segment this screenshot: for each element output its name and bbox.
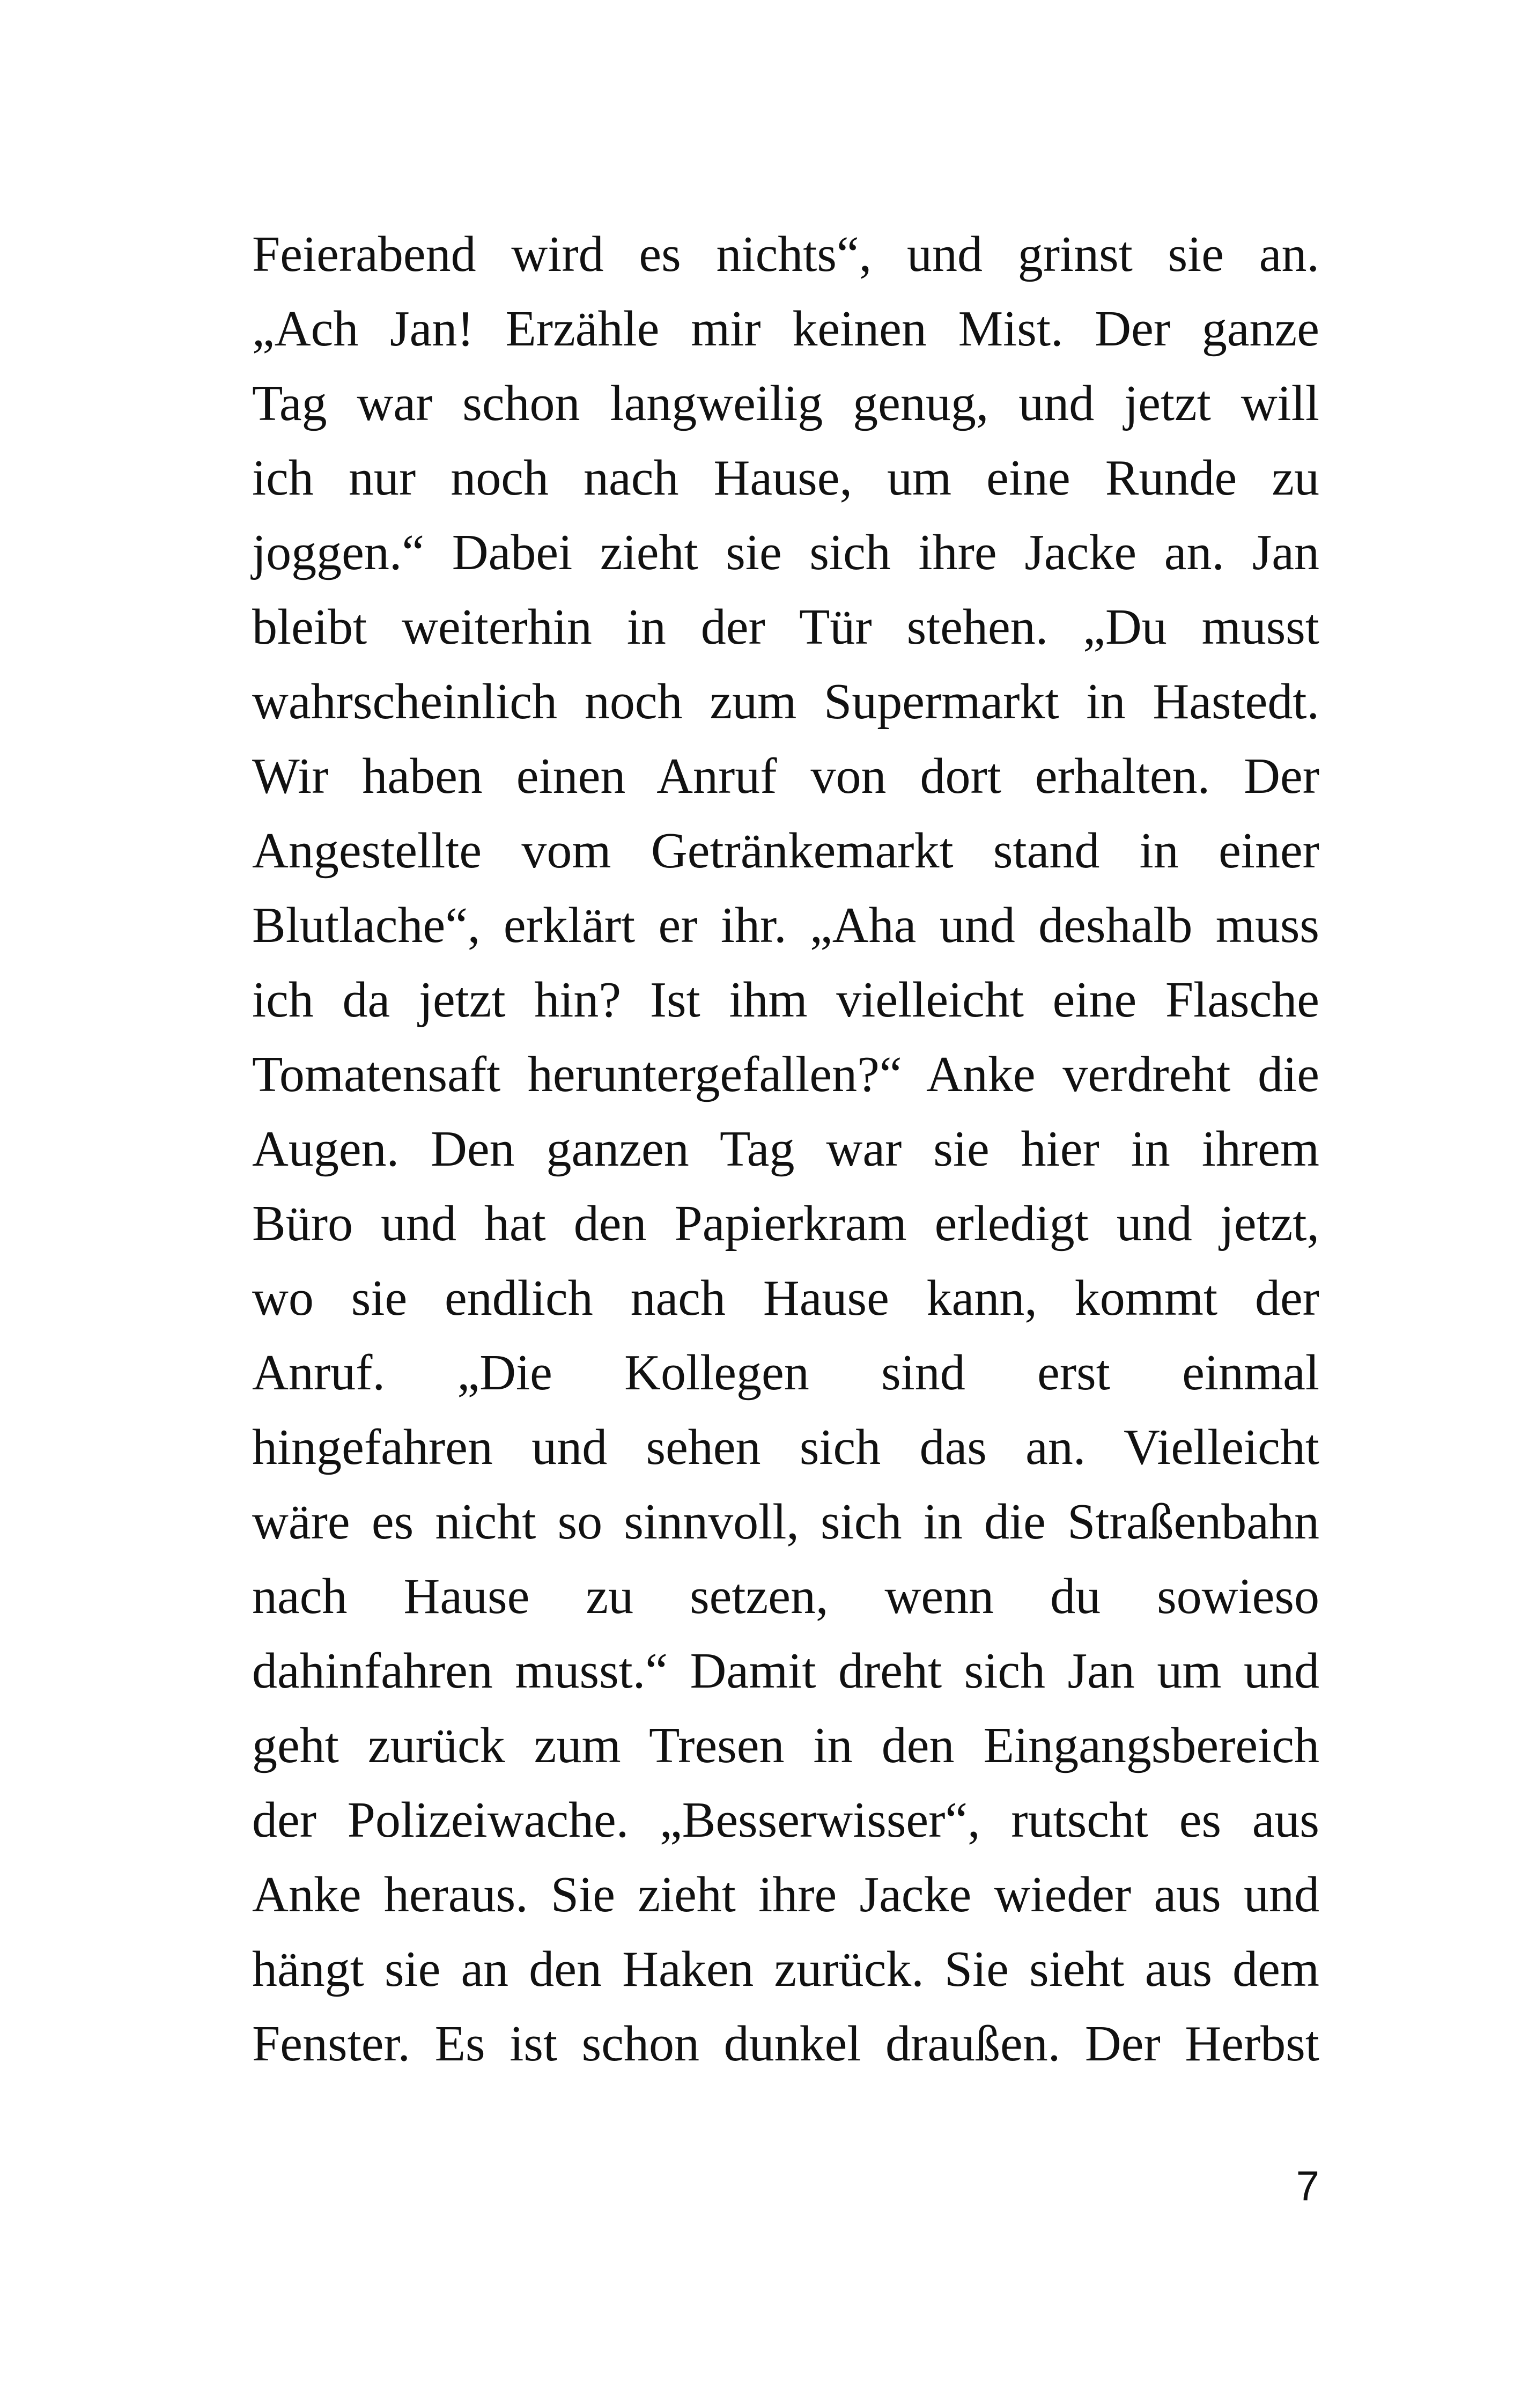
text-line: Anruf. „Die Kollegen sind erst einmal <box>252 1345 1319 1401</box>
text-line: der Polizeiwache. „Besserwisser“, rutscht es aus <box>252 1792 1319 1848</box>
text-line: Büro und hat den Papierkram erledigt und jetzt, <box>252 1196 1319 1251</box>
text-line: Angestellte vom Getränkemarkt stand in einer <box>252 823 1319 879</box>
text-line: joggen.“ Dabei zieht sie sich ihre Jacke an. Jan <box>252 525 1319 580</box>
text-line: Anke heraus. Sie zieht ihre Jacke wieder aus und <box>252 1867 1319 1923</box>
text-line: Tomatensaft heruntergefallen?“ Anke verdreht die <box>252 1047 1319 1102</box>
body-text <box>252 217 1319 2081</box>
text-line: hingefahren und sehen sich das an. Vielleicht <box>252 1419 1319 1475</box>
text-line: ich da jetzt hin? Ist ihm vielleicht eine Flasche <box>252 972 1319 1028</box>
text-line: bleibt weiterhin in der Tür stehen. „Du musst <box>252 599 1319 655</box>
text-line: Augen. Den ganzen Tag war sie hier in ihrem <box>252 1121 1319 1177</box>
text-line: geht zurück zum Tresen in den Eingangsbereich <box>252 1718 1319 1773</box>
text-line: wäre es nicht so sinnvoll, sich in die Straßenbahn <box>252 1494 1319 1550</box>
text-line: nach Hause zu setzen, wenn du sowieso <box>252 1568 1319 1624</box>
text-line: Wir haben einen Anruf von dort erhalten. Der <box>252 748 1319 804</box>
text-line: „Ach Jan! Erzähle mir keinen Mist. Der ganze <box>252 301 1319 357</box>
text-line: ich nur noch nach Hause, um eine Runde zu <box>252 450 1319 506</box>
text-line: Blutlache“, erklärt er ihr. „Aha und deshalb muss <box>252 897 1319 953</box>
text-line: dahinfahren musst.“ Damit dreht sich Jan um und <box>252 1643 1319 1699</box>
text-line: Tag war schon langweilig genug, und jetzt will <box>252 375 1319 431</box>
text-line: wo sie endlich nach Hause kann, kommt der <box>252 1270 1319 1326</box>
text-line: hängt sie an den Haken zurück. Sie sieht aus dem <box>252 1941 1319 1997</box>
text-line: Fenster. Es ist schon dunkel draußen. Der Herbst <box>252 2016 1319 2072</box>
text-line: wahrscheinlich noch zum Supermarkt in Hastedt. <box>252 674 1319 730</box>
text-line: Feierabend wird es nichts“, und grinst sie an. <box>252 226 1319 282</box>
page-number: 7 <box>1296 2162 1319 2210</box>
